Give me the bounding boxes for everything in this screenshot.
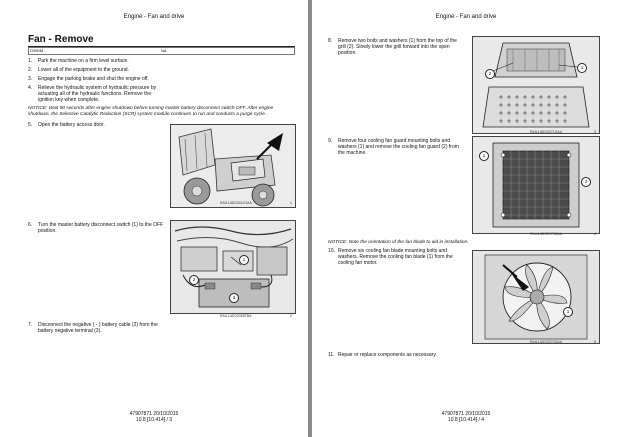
callout-1: 1 [577,63,587,73]
figure-ref: RAIL14DO2074GAA [530,340,563,344]
figure-number: 4 [594,232,596,236]
notice-fan-orientation: NOTICE: Note the orientation of the fan blade to aid in installation. [328,240,469,245]
document-id: 47907871 20/10/2015 [129,411,179,417]
figure-ref: RAIL14DO2073GAA [530,232,563,236]
page-title: Fan - Remove [28,34,94,45]
figure-battery-disconnect [170,220,296,314]
figure-number: 3 [594,130,596,134]
left-page: Engine - Fan and drive Fan - Remove G950M NA 1. Park the machine on a firm level surface. 2. Lower all of the equipment to the ground. 3. Engage the parking brake and shut the engine off. 4. Relieve the hydraulic system of hydraulic pressure by actuating all of the hydraulic functions. Remove the ignition key when complete. NOTICE: Wait 90 seconds after engine shutdown before turning master battery disconnect switch OFF. After engine shutdown, the Selective Catalytic Reduction (SCR) system module continues to run and conducts a purge cycle. 5. Open the battery access door. RAIL14DO2011GAA 1 6. Turn the master battery disconnect switch (1) to the OFF position. 1 2 3 RAIL14DO2069TBA 2 7. Disconnect the negative ( - ) battery cable (2) from the battery negative terminal (3). 47907871 20/10/2015 10.8 [10.414] / 3 [0,0,308,437]
callout-3: 3 [229,293,239,303]
loader-battery-door-illustration [171,125,295,207]
document-id: 47907871 20/10/2015 [441,411,491,417]
figure-ref: RAIL14DO2011GAA [220,201,252,205]
figure-number: 1 [290,201,292,205]
config-cell: NA [161,48,167,53]
callout-1: 1 [239,255,249,265]
rear-grill-illustration [473,37,599,133]
right-page: Engine - Fan and drive 8. Remove two bolts and washers (1) from the top of the grill (2). Slowly lower the grill forward into the open position. 2 1 RAIL14DO2071GAA 3 9. Remove four cooling fan guard mounting bolts and washers (1) and remove the cooling fan guard (2) from the machine. 1 2 RAIL14DO2073GAA 4 NOTICE: Note the orientation of the fan blade to aid in installation. 10. Remove six cooling fan blade mounting bolts and washers. Remove the cooling fan blade (1) from the cooling fan motor. 1 RAIL14DO2074GAA 5 11. Repair or replace components as necessary. 47907871 20/10/2015 10.8 [10.414] / 4 [312,0,620,437]
page-footer [0,411,308,423]
page-header: Engine - Fan and drive [435,14,497,20]
figure-fan-blade [472,250,600,344]
page-number: 10.8 [10.414] / 4 [447,417,485,423]
figure-battery-door [170,124,296,208]
fan-guard-illustration [473,137,599,233]
page-footer [312,411,620,423]
notice-battery: NOTICE: Wait 90 seconds after engine shutdown before turning master battery disconnect switch OFF. After engine shutdown, the Selective Catalytic Reduction (SCR) system module continues to run and conducts a purge cycle. [28,106,274,117]
figure-ref: RAIL14DO2069TBA [220,314,252,318]
model-table [28,47,295,55]
figure-grill-open [472,36,600,134]
figure-number: 5 [594,340,596,344]
model-cell: G950M [30,48,44,53]
callout-2: 2 [189,275,199,285]
callout-1: 1 [479,151,489,161]
figure-ref: RAIL14DO2071GAA [530,130,563,134]
callout-2: 2 [581,177,591,187]
figure-number: 2 [290,314,292,318]
fan-blade-illustration [473,251,599,343]
page-number: 10.8 [10.414] / 3 [135,417,173,423]
figure-fan-guard [472,136,600,234]
callout-2: 2 [485,69,495,79]
callout-1: 1 [563,307,573,317]
page-header: Engine - Fan and drive [123,14,185,20]
